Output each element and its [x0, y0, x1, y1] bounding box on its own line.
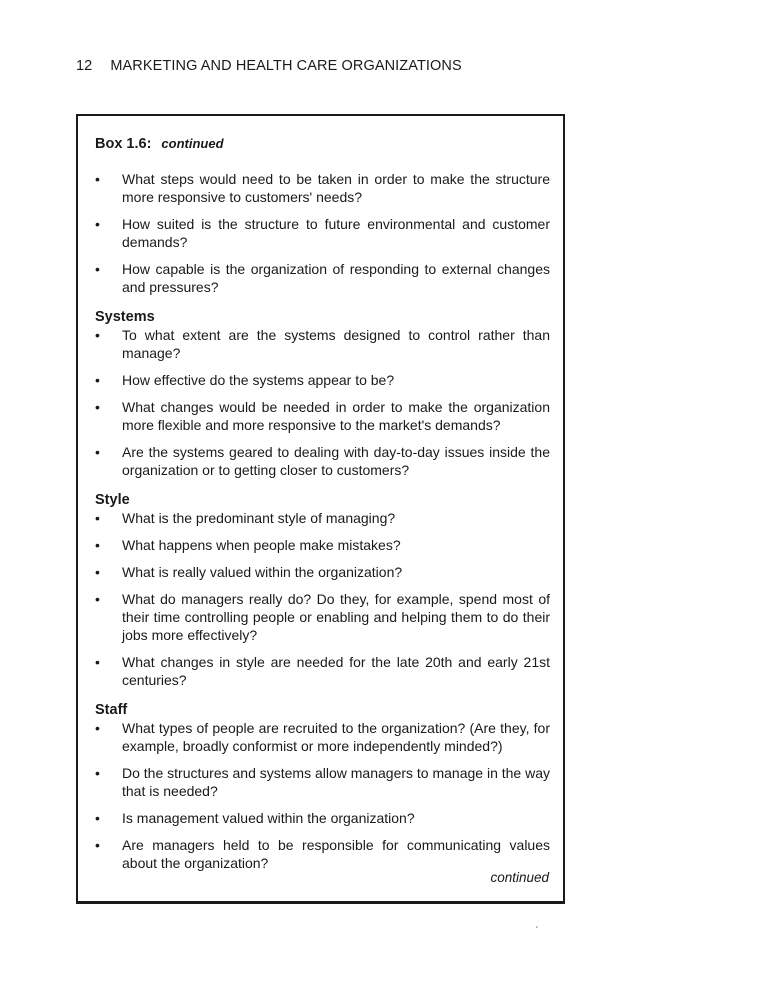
box-title: [95, 136, 224, 152]
bullet-item: • What happens when people make mistakes?: [95, 536, 550, 554]
running-title: MARKETING AND HEALTH CARE ORGANIZATIONS: [110, 58, 462, 74]
scan-mark: ˏ: [535, 918, 539, 929]
bullet-item: • What changes would be needed in order to make the organization more flexible and more responsive to the market's demands?: [95, 398, 550, 434]
bullet-item: • Are the systems geared to dealing with day-to-day issues inside the organization or to getting closer to customers?: [95, 443, 550, 479]
bullet-item: • How effective do the systems appear to be?: [95, 371, 550, 389]
page-number: 12: [76, 58, 93, 74]
bullet-item: • What do managers really do? Do they, for example, spend most of their time controlling people or enabling and helping them to do their jobs more effectively?: [95, 590, 550, 644]
section-bullet-list: [95, 719, 550, 872]
bullet-item: • How suited is the structure to future environmental and customer demands?: [95, 215, 550, 251]
section-style: [95, 492, 550, 689]
section-staff: [95, 702, 550, 872]
bullet-item: • What types of people are recruited to the organization? (Are they, for example, broadly conformist or more independently minded?): [95, 719, 550, 755]
bullet-item: • How capable is the organization of responding to external changes and pressures?: [95, 260, 550, 296]
bullet-item: • What steps would need to be taken in order to make the structure more responsive to customers' needs?: [95, 170, 550, 206]
section-heading: Staff: [95, 702, 128, 718]
bullet-item: • What changes in style are needed for the late 20th and early 21st centuries?: [95, 653, 550, 689]
bullet-item: • Are managers held to be responsible for communicating values about the organization?: [95, 836, 550, 872]
bullet-item: • What is the predominant style of managing?: [95, 509, 550, 527]
section-bullet-list: [95, 326, 550, 479]
box-label: Box 1.6:: [95, 136, 152, 152]
section-heading: Style: [95, 492, 130, 508]
section-systems: [95, 309, 550, 479]
content-box: [76, 114, 565, 904]
bullet-item: • To what extent are the systems designed to control rather than manage?: [95, 326, 550, 362]
section-heading: Systems: [95, 309, 155, 325]
bullet-item: • What is really valued within the organization?: [95, 563, 550, 581]
intro-bullet-list: [95, 170, 550, 296]
box-content: [95, 170, 550, 881]
box-sections: [95, 309, 550, 872]
box-continued-label: continued: [161, 136, 224, 151]
bullet-item: • Is management valued within the organization?: [95, 809, 550, 827]
continued-footer: continued: [490, 870, 549, 885]
section-bullet-list: [95, 509, 550, 689]
bullet-item: • Do the structures and systems allow managers to manage in the way that is needed?: [95, 764, 550, 800]
running-header: [76, 58, 462, 74]
